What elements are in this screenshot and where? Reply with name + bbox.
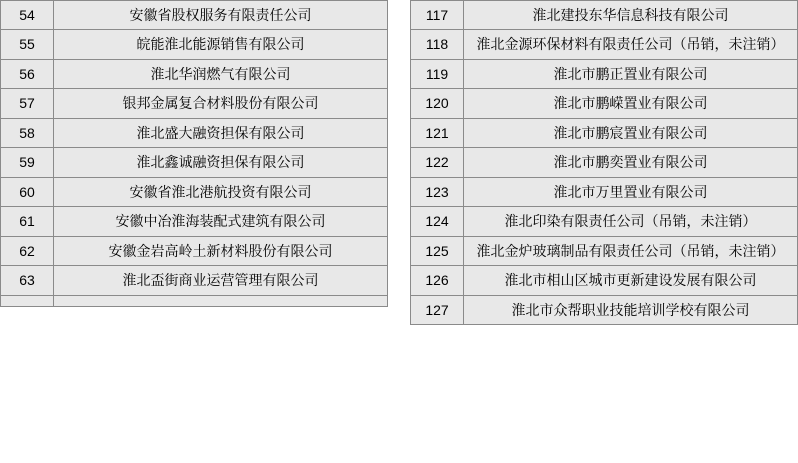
left-table [0,0,388,307]
row-number: 56 [1,59,54,88]
table-row [1,89,388,118]
table-row [411,59,798,88]
table-row [411,118,798,147]
table-row [411,207,798,236]
row-number: 117 [411,1,464,30]
table-row [411,295,798,324]
row-company-name: 淮北市众帮职业技能培训学校有限公司 [464,295,798,324]
row-company-name: 淮北市鹏嵘置业有限公司 [464,89,798,118]
table-row [411,30,798,59]
table-row [1,266,388,295]
table-row [1,148,388,177]
row-company-name: 淮北盛大融资担保有限公司 [54,118,388,147]
row-number: 120 [411,89,464,118]
row-number: 55 [1,30,54,59]
table-row [1,1,388,30]
table-row [411,236,798,265]
table-row [1,236,388,265]
row-company-name: 淮北市鹏奕置业有限公司 [464,148,798,177]
table-row [411,266,798,295]
table-row [1,177,388,206]
row-number: 125 [411,236,464,265]
row-company-name: 淮北金炉玻璃制品有限责任公司（吊销，未注销） [464,236,798,265]
row-number: 62 [1,236,54,265]
row-company-name: 安徽省淮北港航投资有限公司 [54,177,388,206]
right-column [410,0,798,463]
row-number: 57 [1,89,54,118]
table-row [411,148,798,177]
row-company-name: 淮北市鹏正置业有限公司 [464,59,798,88]
row-number: 60 [1,177,54,206]
row-number: 124 [411,207,464,236]
row-company-name: 淮北盃街商业运营管理有限公司 [54,266,388,295]
row-number: 63 [1,266,54,295]
table-row-empty [1,295,388,306]
table-row [411,177,798,206]
row-number: 119 [411,59,464,88]
row-company-name: 安徽金岩高岭土新材料股份有限公司 [54,236,388,265]
table-row [411,1,798,30]
row-company-name: 淮北市鹏宸置业有限公司 [464,118,798,147]
row-number: 54 [1,1,54,30]
row-number: 123 [411,177,464,206]
row-company-name: 安徽中冶淮海装配式建筑有限公司 [54,207,388,236]
table-row [1,207,388,236]
row-company-name [54,295,388,306]
row-number: 58 [1,118,54,147]
row-number [1,295,54,306]
row-company-name: 淮北市万里置业有限公司 [464,177,798,206]
table-row [1,30,388,59]
row-company-name: 淮北金源环保材料有限责任公司（吊销，未注销） [464,30,798,59]
row-number: 122 [411,148,464,177]
row-number: 126 [411,266,464,295]
row-number: 127 [411,295,464,324]
table-row [1,59,388,88]
table-row [1,118,388,147]
row-number: 118 [411,30,464,59]
row-company-name: 安徽省股权服务有限责任公司 [54,1,388,30]
row-company-name: 淮北印染有限责任公司（吊销，未注销） [464,207,798,236]
row-number: 59 [1,148,54,177]
row-company-name: 淮北华润燃气有限公司 [54,59,388,88]
row-number: 121 [411,118,464,147]
row-company-name: 淮北鑫诚融资担保有限公司 [54,148,388,177]
table-row [411,89,798,118]
row-company-name: 皖能淮北能源销售有限公司 [54,30,388,59]
row-company-name: 淮北市相山区城市更新建设发展有限公司 [464,266,798,295]
left-column [0,0,388,463]
right-table [410,0,798,325]
row-company-name: 淮北建投东华信息科技有限公司 [464,1,798,30]
row-number: 61 [1,207,54,236]
row-company-name: 银邦金属复合材料股份有限公司 [54,89,388,118]
